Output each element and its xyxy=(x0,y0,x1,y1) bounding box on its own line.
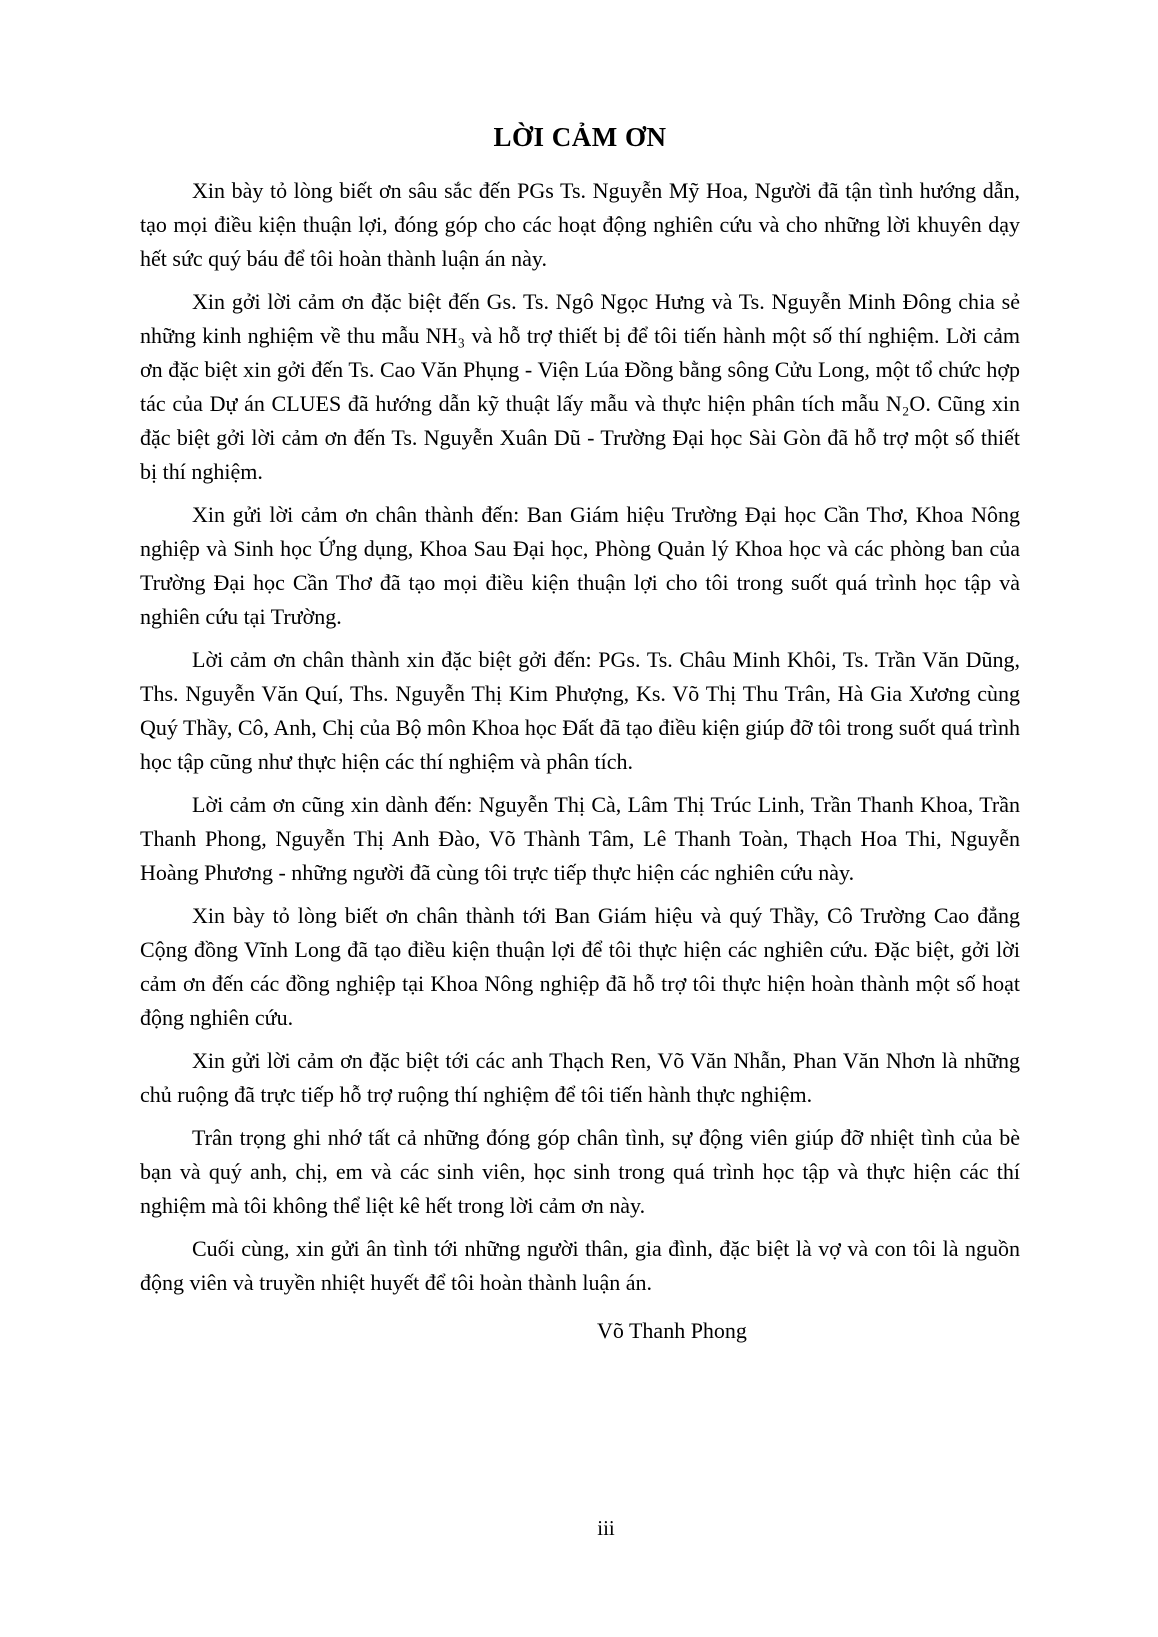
paragraph-1: Xin bày tỏ lòng biết ơn sâu sắc đến PGs Ts. Nguyễn Mỹ Hoa, Người đã tận tình hướng dẫn, tạo mọi điều kiện thuận lợi, đóng góp cho các hoạt động nghiên cứu và cho những lời khuyên dạy hết sức quý báu để tôi hoàn thành luận án này. xyxy=(140,178,1020,271)
paragraph-8: Trân trọng ghi nhớ tất cả những đóng góp chân tình, sự động viên giúp đỡ nhiệt tình của bè bạn và quý anh, chị, em và các sinh viên, học sinh trong quá trình học tập và thực hiện các thí nghiệm mà tôi không thể liệt kê hết trong lời cảm ơn này. xyxy=(140,1125,1020,1218)
paragraph-9: Cuối cùng, xin gửi ân tình tới những người thân, gia đình, đặc biệt là vợ và con tôi là nguồn động viên và truyền nhiệt huyết để tôi hoàn thành luận án. xyxy=(140,1236,1020,1295)
page-title: LỜI CẢM ƠN xyxy=(493,122,667,152)
signature: Võ Thanh Phong xyxy=(597,1318,747,1343)
paragraph-5: Lời cảm ơn cũng xin dành đến: Nguyễn Thị Cà, Lâm Thị Trúc Linh, Trần Thanh Khoa, Trần Thanh Phong, Nguyễn Thị Anh Đào, Võ Thành Tâm, Lê Thanh Toàn, Thạch Hoa Thi, Nguyễn Hoàng Phương - những người đã cùng tôi trực tiếp thực hiện các nghiên cứu này. xyxy=(140,792,1020,885)
paragraph-7: Xin gửi lời cảm ơn đặc biệt tới các anh Thạch Ren, Võ Văn Nhẫn, Phan Văn Nhơn là những chủ ruộng đã trực tiếp hỗ trợ ruộng thí nghiệm để tôi tiến hành thực nghiệm. xyxy=(140,1048,1020,1107)
paragraph-6: Xin bày tỏ lòng biết ơn chân thành tới Ban Giám hiệu và quý Thầy, Cô Trường Cao đẳng Cộng đồng Vĩnh Long đã tạo điều kiện thuận lợi để tôi thực hiện các nghiên cứu. Đặc biệt, gởi lời cảm ơn đến các đồng nghiệp tại Khoa Nông nghiệp đã hỗ trợ tôi thực hiện hoàn thành một số hoạt động nghiên cứu. xyxy=(140,903,1020,1030)
paragraph-2: Xin gởi lời cảm ơn đặc biệt đến Gs. Ts. Ngô Ngọc Hưng và Ts. Nguyễn Minh Đông chia sẻ những kinh nghiệm về thu mẫu NH₃ và hỗ trợ thiết bị để tôi tiến hành một số thí nghiệm. Lời cảm ơn đặc biệt xin gởi đến Ts. Cao Văn Phụng - Viện Lúa Đồng bằng sông Cửu Long, một tổ chức hợp tác của Dự án CLUES đã hướng dẫn kỹ thuật lấy mẫu và thực hiện phân tích mẫu N₂O. Cũng xin đặc biệt gởi lời cảm ơn đến Ts. Nguyễn Xuân Dũ - Trường Đại học Sài Gòn đã hỗ trợ một số thiết bị thí nghiệm. xyxy=(140,289,1020,484)
paragraph-3: Xin gửi lời cảm ơn chân thành đến: Ban Giám hiệu Trường Đại học Cần Thơ, Khoa Nông nghiệp và Sinh học Ứng dụng, Khoa Sau Đại học, Phòng Quản lý Khoa học và các phòng ban của Trường Đại học Cần Thơ đã tạo mọi điều kiện thuận lợi cho tôi trong suốt quá trình học tập và nghiên cứu tại Trường. xyxy=(140,502,1020,629)
signature-row xyxy=(140,1314,1020,1348)
page-content xyxy=(140,122,1020,1348)
page-number: iii xyxy=(597,1516,615,1540)
paragraph-4: Lời cảm ơn chân thành xin đặc biệt gởi đến: PGs. Ts. Châu Minh Khôi, Ts. Trần Văn Dũng, Ths. Nguyễn Văn Quí, Ths. Nguyễn Thị Kim Phượng, Ks. Võ Thị Thu Trân, Hà Gia Xương cùng Quý Thầy, Cô, Anh, Chị của Bộ môn Khoa học Đất đã tạo điều kiện giúp đỡ tôi trong suốt quá trình học tập cũng như thực hiện các thí nghiệm và phân tích. xyxy=(140,647,1020,774)
